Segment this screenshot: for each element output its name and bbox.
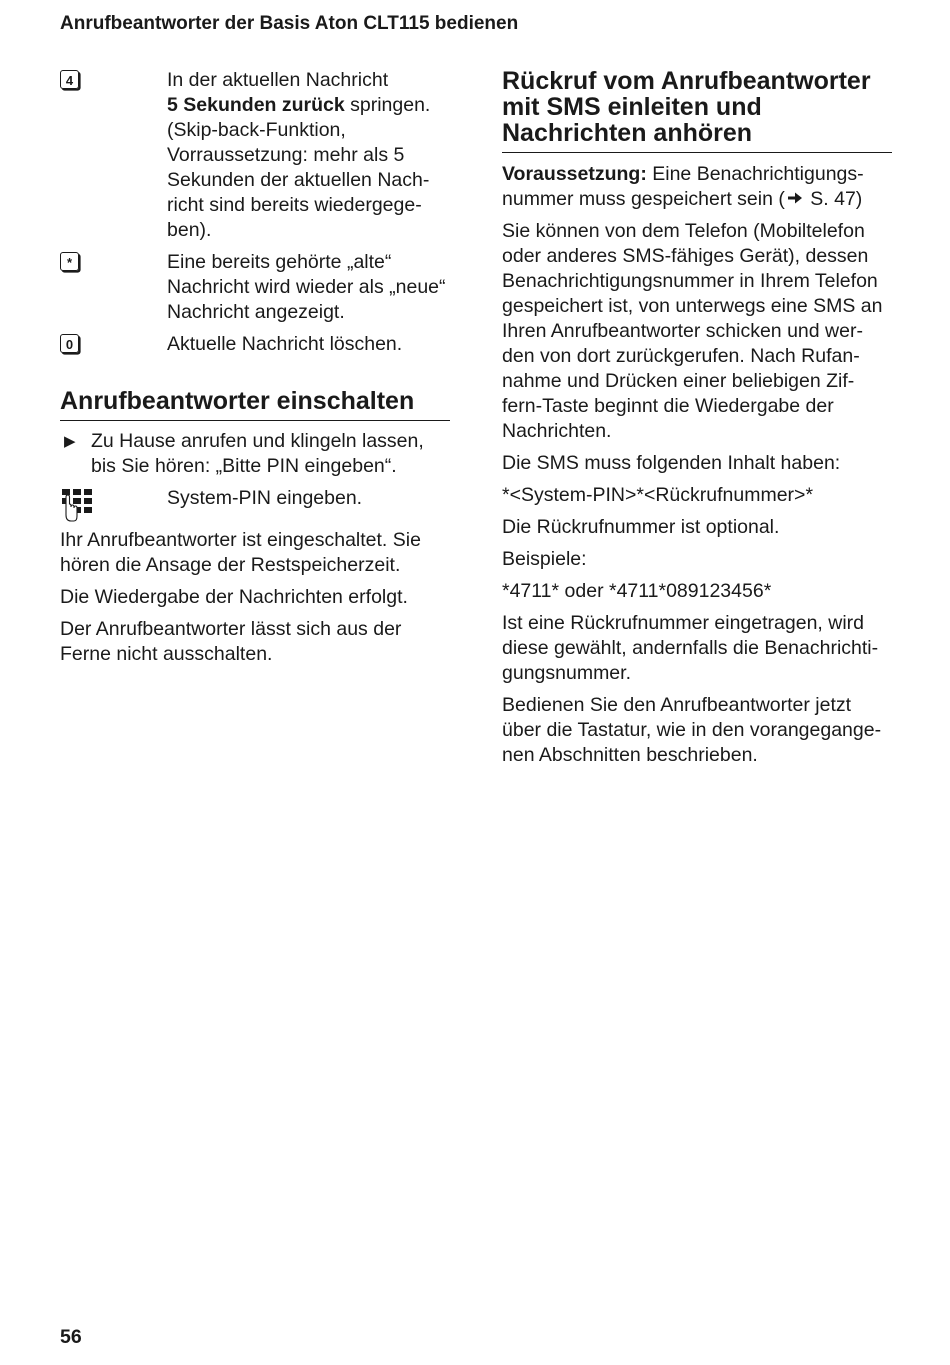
bullet-step: ▶ Zu Hause anrufen und klingeln lassen, bis Sie hören: „Bitte PIN eingeben“. bbox=[60, 429, 450, 479]
key-4-description: In der aktuellen Nachricht 5 Sekunden zurück springen. (Skip-back-Funktion, Vorraussetzung: mehr als 5 Sekunden der aktuellen Nach-richt sind bereits wiedergege-ben). bbox=[167, 69, 431, 241]
right-column bbox=[502, 68, 892, 775]
paragraph: Ihr Anrufbeantworter ist eingeschaltet. Sie hören die Ansage der Restspeicherzeit. bbox=[60, 529, 421, 576]
keypad-step-row bbox=[60, 486, 450, 527]
paragraph: Bedienen Sie den Anrufbeantworter jetzt über die Tastatur, wie in den vorangegange-nen Abschnitten beschrieben. bbox=[502, 694, 882, 766]
prerequisite: Voraussetzung: Eine Benachrichtigungs-nummer muss gespeichert sein ( S. 47) bbox=[502, 163, 864, 210]
paragraph: Beispiele: bbox=[502, 548, 587, 570]
paragraph: Die SMS muss folgenden Inhalt haben: bbox=[502, 452, 841, 474]
arrow-right-icon bbox=[787, 187, 803, 212]
section-title-rueckruf: Rückruf vom Anrufbeantworter mit SMS einleiten und Nachrichten anhören bbox=[502, 68, 892, 153]
sms-example: *4711* oder *4711*089123456* bbox=[502, 580, 772, 602]
keypad-icon bbox=[60, 488, 96, 522]
key-4-icon: 4 bbox=[60, 70, 79, 89]
running-header: Anrufbeantworter der Basis Aton CLT115 bedienen bbox=[60, 13, 519, 34]
left-column bbox=[60, 68, 450, 674]
key-star-icon: * bbox=[60, 252, 79, 271]
key-row-4 bbox=[60, 68, 450, 243]
paragraph: Die Wiedergabe der Nachrichten erfolgt. bbox=[60, 586, 408, 608]
section-title-einschalten: Anrufbeantworter einschalten bbox=[60, 387, 450, 421]
paragraph: Die Rückrufnummer ist optional. bbox=[502, 516, 780, 538]
paragraph: Sie können von dem Telefon (Mobiltelefon oder anderes SMS-fähiges Gerät), dessen Benachrichtigungsnummer in Ihrem Telefon gespeichert ist, von unterwegs eine SMS an Ihren Anrufbeantworter schicken und wer-den von dort zurückgerufen. Nach Rufan-nahme und Drücken einer beliebigen Zif-fern-Taste beginnt die Wiedergabe der Nachrichten. bbox=[502, 220, 883, 442]
key-0-icon: 0 bbox=[60, 334, 79, 353]
paragraph: Der Anrufbeantworter lässt sich aus der Ferne nicht ausschalten. bbox=[60, 618, 402, 665]
key-row-0 bbox=[60, 332, 450, 357]
key-0-description: Aktuelle Nachricht löschen. bbox=[167, 333, 403, 355]
keypad-step-text: System-PIN eingeben. bbox=[167, 487, 363, 509]
triangle-bullet-icon: ▶ bbox=[64, 433, 76, 450]
sms-format: *<System-PIN>*<Rückrufnummer>* bbox=[502, 484, 814, 506]
paragraph: Ist eine Rückrufnummer eingetragen, wird diese gewählt, andernfalls die Benachrichti-gungsnummer. bbox=[502, 612, 879, 684]
page-number: 56 bbox=[60, 1326, 82, 1348]
key-star-description: Eine bereits gehörte „alte“ Nachricht wird wieder als „neue“ Nachricht angezeigt. bbox=[167, 251, 446, 323]
key-row-star bbox=[60, 250, 450, 325]
